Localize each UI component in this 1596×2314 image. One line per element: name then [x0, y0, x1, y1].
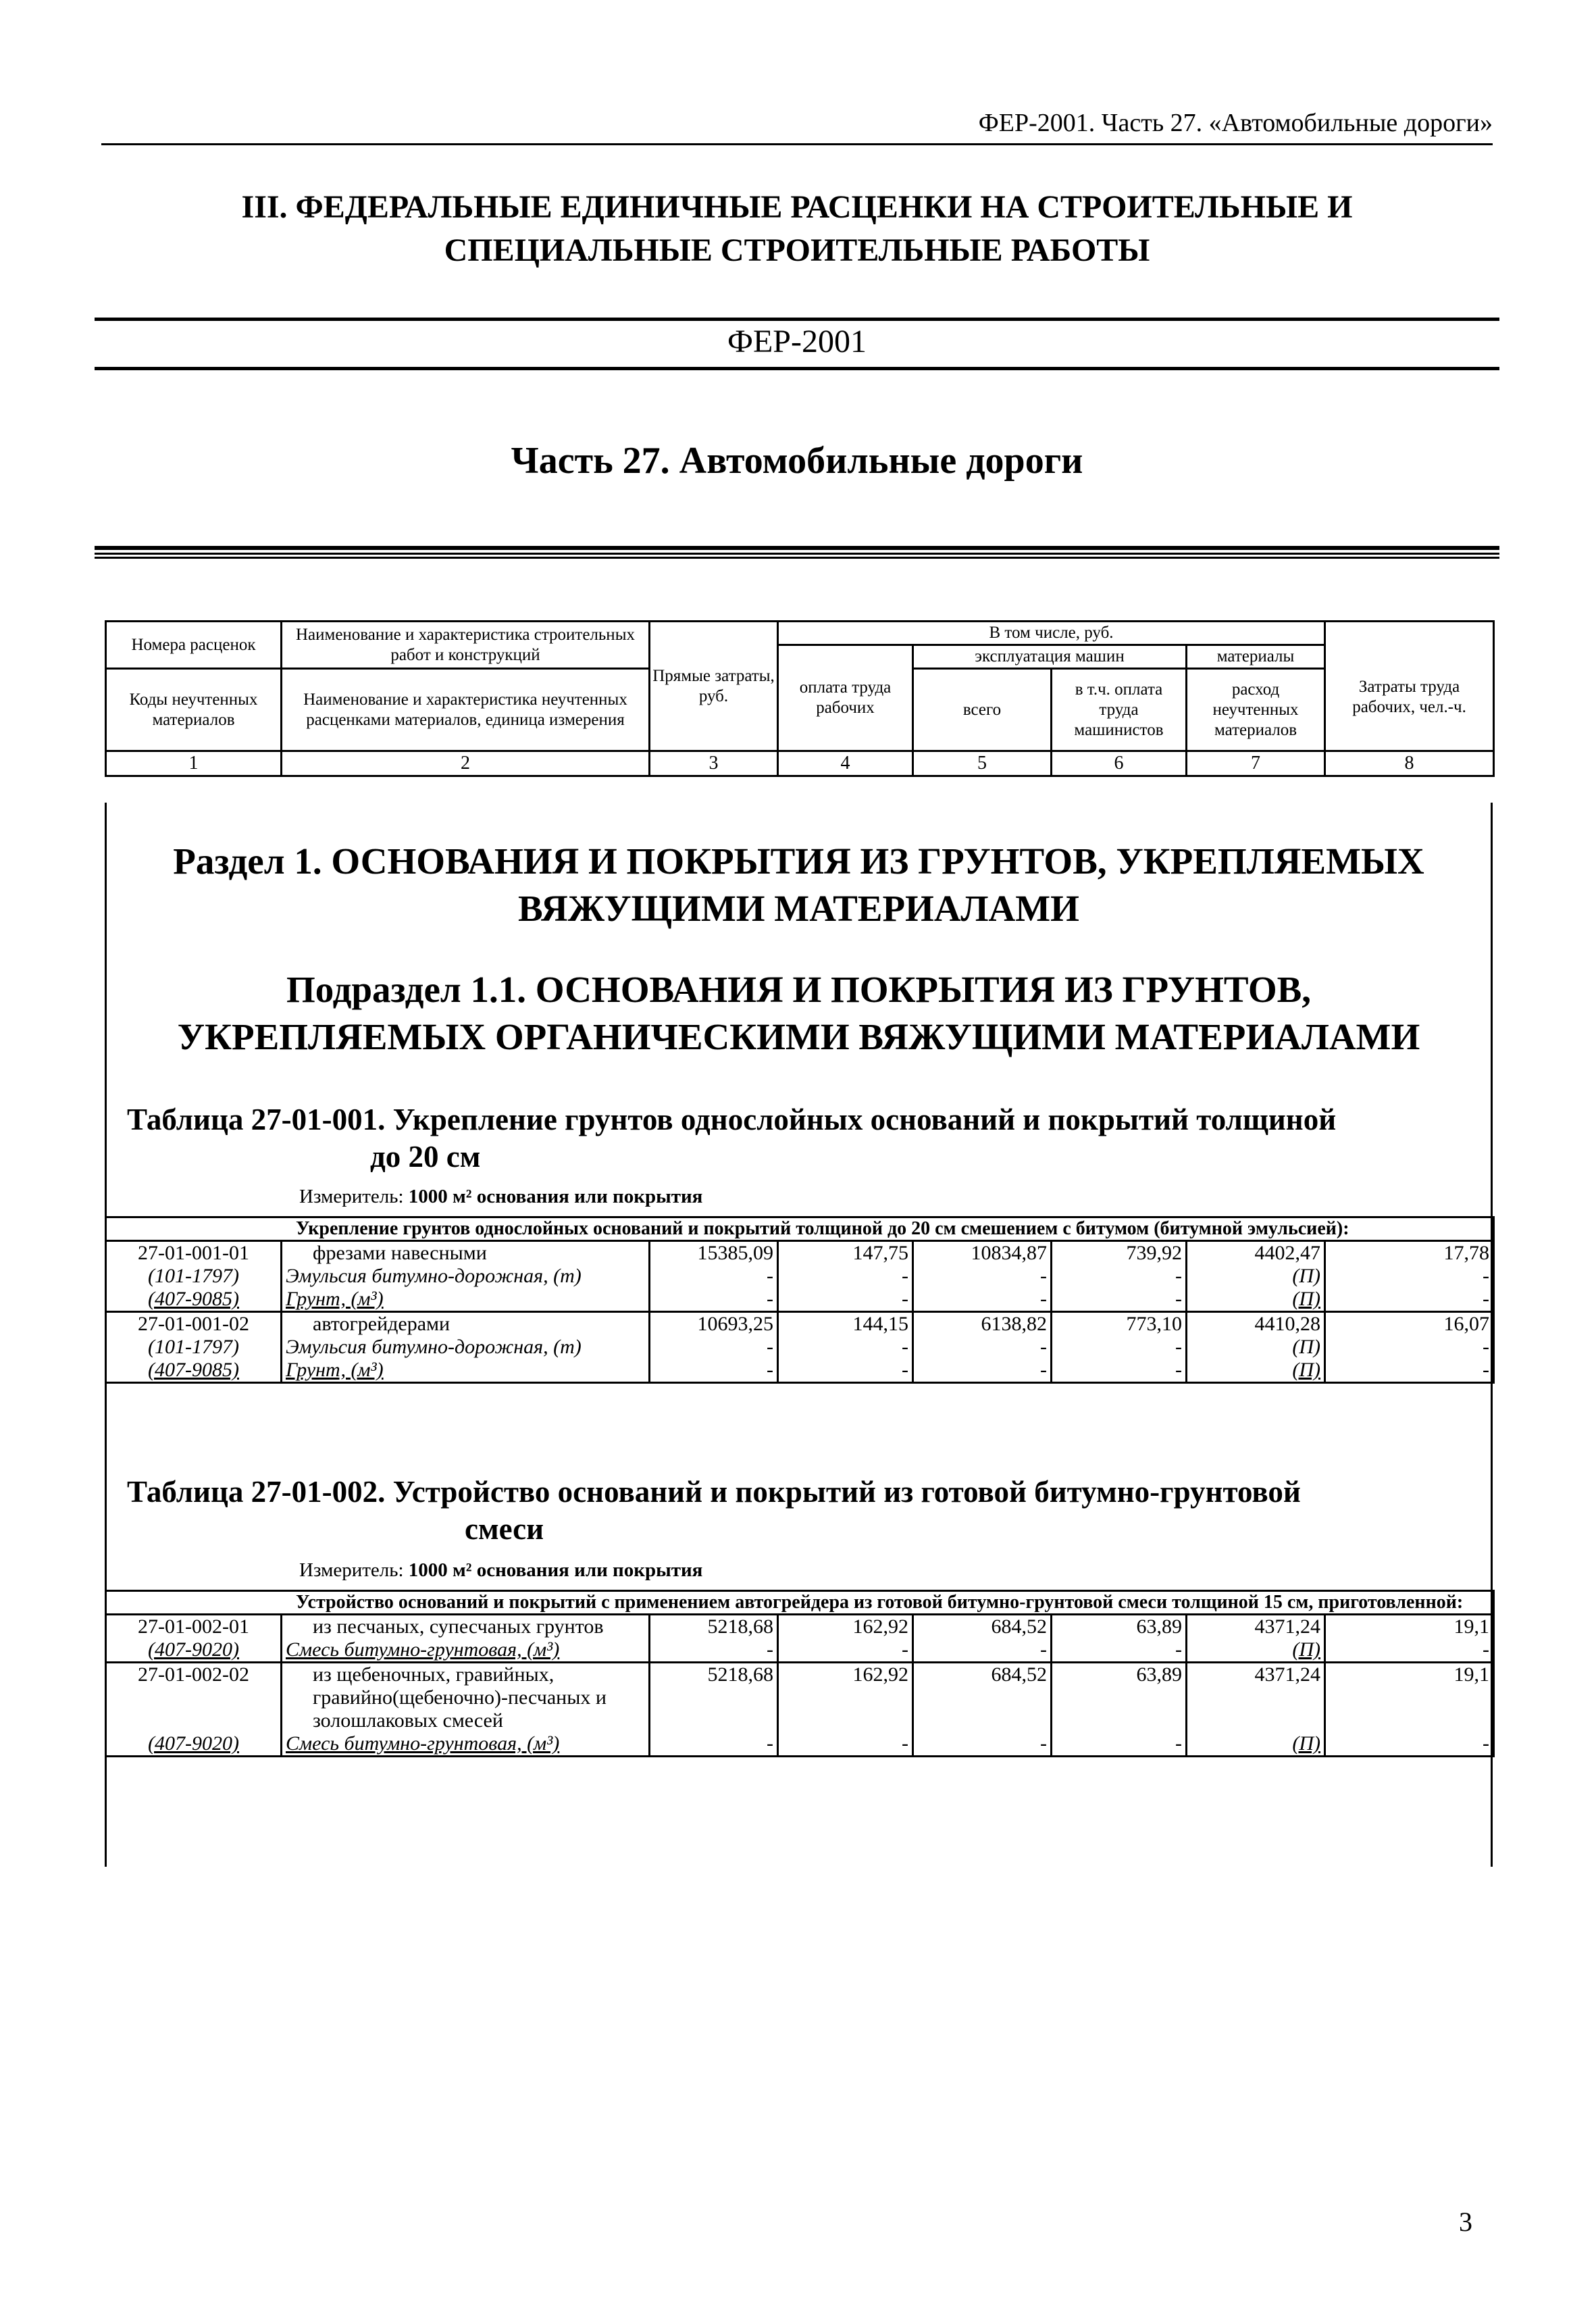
labor-pay: - — [778, 1732, 913, 1757]
header-rate-numbers: Номера расценок — [106, 622, 282, 669]
meter-value: 1000 м² основания или покрытия — [408, 1559, 703, 1581]
header-including: В том числе, руб. — [778, 622, 1325, 645]
main-title-line-1: III. ФЕДЕРАЛЬНЫЕ ЕДИНИЧНЫЕ РАСЦЕНКИ НА СТРОИТЕЛЬНЫЕ И — [241, 189, 1353, 225]
header-machines-total: всего — [913, 669, 1052, 751]
direct-costs: 10693,25 — [650, 1312, 778, 1336]
table1-meter — [299, 1186, 702, 1208]
material-code: (101-1797) — [106, 1336, 282, 1359]
table-row — [106, 1265, 1494, 1288]
materials: (П) — [1187, 1732, 1325, 1757]
material-name: Грунт, (м³) — [282, 1359, 650, 1383]
material-name: Грунт, (м³) — [282, 1288, 650, 1312]
meter-label: Измеритель: — [299, 1186, 409, 1207]
material-code: (407-9020) — [106, 1638, 282, 1663]
machinists-pay: - — [1052, 1732, 1187, 1757]
material-code: (101-1797) — [106, 1265, 282, 1288]
divider — [95, 546, 1499, 550]
header-material-usage: расход неучтенных материалов — [1187, 669, 1325, 751]
column-number: 7 — [1187, 751, 1325, 776]
labor-pay: - — [778, 1265, 913, 1288]
divider — [95, 553, 1499, 555]
header-direct-costs: Прямые затраты, руб. — [650, 622, 778, 751]
header-material-codes: Коды неучтенных материалов — [106, 669, 282, 751]
table-row — [106, 1288, 1494, 1312]
direct-costs: 15385,09 — [650, 1241, 778, 1265]
meter-value: 1000 м² основания или покрытия — [408, 1186, 703, 1207]
labor-hours: 17,78 — [1325, 1241, 1494, 1265]
labor-hours: - — [1325, 1336, 1494, 1359]
table-row — [106, 1336, 1494, 1359]
machines-total: - — [913, 1265, 1052, 1288]
machinists-pay: - — [1052, 1336, 1187, 1359]
column-number-row — [106, 751, 1494, 776]
header-machines: эксплуатация машин — [913, 645, 1187, 669]
direct-costs: - — [650, 1288, 778, 1312]
labor-hours: 16,07 — [1325, 1312, 1494, 1336]
header-materials: материалы — [1187, 645, 1325, 669]
header-work-name: Наименование и характеристика строительных работ и конструкций — [282, 622, 650, 669]
table1-title — [127, 1101, 1478, 1176]
work-name: из песчаных, супесчаных грунтов — [282, 1615, 650, 1639]
materials: 4371,24 — [1187, 1615, 1325, 1639]
materials: 4371,24 — [1187, 1663, 1325, 1733]
machinists-pay: 63,89 — [1052, 1615, 1187, 1639]
machines-total: 6138,82 — [913, 1312, 1052, 1336]
machinists-pay: - — [1052, 1638, 1187, 1663]
column-number: 3 — [650, 751, 778, 776]
table2-group-text: Устройство оснований и покрытий с применением автогрейдера из готовой битумно-грунтовой смеси толщиной 15 см, приготовленной: — [106, 1591, 1494, 1615]
group-row — [106, 1591, 1494, 1615]
rate-code: 27-01-001-02 — [106, 1312, 282, 1336]
materials: (П) — [1187, 1336, 1325, 1359]
material-name: Смесь битумно-грунтовая, (м³) — [282, 1638, 650, 1663]
machines-total: - — [913, 1288, 1052, 1312]
material-name: Эмульсия битумно-дорожная, (т) — [282, 1336, 650, 1359]
rate-code: 27-01-002-02 — [106, 1663, 282, 1733]
main-title — [101, 186, 1493, 272]
machinists-pay: - — [1052, 1288, 1187, 1312]
machines-total: 684,52 — [913, 1615, 1052, 1639]
subsection-title — [107, 966, 1491, 1061]
labor-hours: - — [1325, 1359, 1494, 1383]
header-labor-pay: оплата труда рабочих — [778, 645, 913, 751]
labor-hours: 19,1 — [1325, 1615, 1494, 1639]
column-number: 1 — [106, 751, 282, 776]
work-name: фрезами навесными — [282, 1241, 650, 1265]
material-name: Эмульсия битумно-дорожная, (т) — [282, 1265, 650, 1288]
labor-pay: 144,15 — [778, 1312, 913, 1336]
material-code: (407-9020) — [106, 1732, 282, 1757]
running-header: ФЕР-2001. Часть 27. «Автомобильные дороги» — [101, 108, 1493, 145]
table-row — [106, 1732, 1494, 1757]
work-name: автогрейдерами — [282, 1312, 650, 1336]
material-code: (407-9085) — [106, 1288, 282, 1312]
section-title-line-1: Раздел 1. ОСНОВАНИЯ И ПОКРЫТИЯ ИЗ ГРУНТОВ, УКРЕПЛЯЕМЫХ — [173, 840, 1424, 882]
header-machinists-pay: в т.ч. оплата труда машинистов — [1052, 669, 1187, 751]
machinists-pay: - — [1052, 1359, 1187, 1383]
machines-total: 10834,87 — [913, 1241, 1052, 1265]
work-name: из щебеночных, гравийных, гравийно(щебеночно)-песчаных и золошлаковых смесей — [282, 1663, 650, 1733]
materials: (П) — [1187, 1359, 1325, 1383]
section-title-line-2: ВЯЖУЩИМИ МАТЕРИАЛАМИ — [518, 888, 1079, 929]
table2-title-line-2: смеси — [465, 1512, 544, 1546]
section-title — [107, 838, 1491, 932]
machines-total: - — [913, 1638, 1052, 1663]
machinists-pay: - — [1052, 1265, 1187, 1288]
table-row — [106, 1663, 1494, 1733]
header-labor-hours: Затраты труда рабочих, чел.-ч. — [1325, 645, 1494, 751]
machines-total: 684,52 — [913, 1663, 1052, 1733]
column-number: 6 — [1052, 751, 1187, 776]
direct-costs: 5218,68 — [650, 1615, 778, 1639]
materials: 4402,47 — [1187, 1241, 1325, 1265]
labor-hours: - — [1325, 1638, 1494, 1663]
machines-total: - — [913, 1336, 1052, 1359]
labor-hours: 19,1 — [1325, 1663, 1494, 1733]
rate-code: 27-01-002-01 — [106, 1615, 282, 1639]
direct-costs: 5218,68 — [650, 1663, 778, 1733]
rate-code: 27-01-001-01 — [106, 1241, 282, 1265]
direct-costs: - — [650, 1732, 778, 1757]
table1-title-line-1: Таблица 27-01-001. Укрепление грунтов однослойных оснований и покрытий толщиной — [127, 1103, 1337, 1136]
materials: (П) — [1187, 1288, 1325, 1312]
divider — [95, 557, 1499, 559]
table-row — [106, 1241, 1494, 1265]
material-name: Смесь битумно-грунтовая, (м³) — [282, 1732, 650, 1757]
column-number: 8 — [1325, 751, 1494, 776]
labor-pay: - — [778, 1638, 913, 1663]
page-number: 3 — [1459, 2207, 1472, 2237]
direct-costs: - — [650, 1359, 778, 1383]
labor-hours: - — [1325, 1732, 1494, 1757]
table2-data — [105, 1590, 1495, 1757]
table1-group-text: Укрепление грунтов однослойных оснований и покрытий толщиной до 20 см смешением с битумом (битумной эмульсией): — [106, 1217, 1494, 1241]
divider — [95, 367, 1499, 370]
labor-pay: - — [778, 1288, 913, 1312]
machinists-pay: 63,89 — [1052, 1663, 1187, 1733]
labor-hours: - — [1325, 1265, 1494, 1288]
group-row — [106, 1217, 1494, 1241]
meter-label: Измеритель: — [299, 1559, 409, 1581]
column-number: 4 — [778, 751, 913, 776]
column-number: 2 — [282, 751, 650, 776]
table-row — [106, 1359, 1494, 1383]
table2-title-line-1: Таблица 27-01-002. Устройство оснований и покрытий из готовой битумно-грунтовой — [127, 1475, 1301, 1509]
column-number: 5 — [913, 751, 1052, 776]
material-code: (407-9085) — [106, 1359, 282, 1383]
labor-pay: - — [778, 1336, 913, 1359]
labor-pay: 147,75 — [778, 1241, 913, 1265]
fer-label: ФЕР-2001 — [727, 324, 867, 359]
header-row — [106, 622, 1494, 645]
materials: 4410,28 — [1187, 1312, 1325, 1336]
direct-costs: - — [650, 1336, 778, 1359]
header-material-names: Наименование и характеристика неучтенных расценками материалов, единица измерения — [282, 669, 650, 751]
subsection-title-line-1: Подраздел 1.1. ОСНОВАНИЯ И ПОКРЫТИЯ ИЗ ГРУНТОВ, — [286, 969, 1312, 1010]
table-header — [105, 620, 1495, 777]
materials: (П) — [1187, 1265, 1325, 1288]
labor-pay: 162,92 — [778, 1615, 913, 1639]
machines-total: - — [913, 1732, 1052, 1757]
subsection-title-line-2: УКРЕПЛЯЕМЫХ ОРГАНИЧЕСКИМИ ВЯЖУЩИМИ МАТЕРИАЛАМИ — [177, 1016, 1420, 1057]
table1-data — [105, 1216, 1495, 1384]
table1-title-line-2: до 20 см — [370, 1140, 481, 1174]
table-row — [106, 1638, 1494, 1663]
labor-pay: 162,92 — [778, 1663, 913, 1733]
header-empty — [1325, 622, 1494, 645]
labor-pay: - — [778, 1359, 913, 1383]
direct-costs: - — [650, 1638, 778, 1663]
table-row — [106, 1615, 1494, 1639]
divider — [95, 318, 1499, 321]
labor-hours: - — [1325, 1288, 1494, 1312]
machines-total: - — [913, 1359, 1052, 1383]
materials: (П) — [1187, 1638, 1325, 1663]
machinists-pay: 773,10 — [1052, 1312, 1187, 1336]
main-title-line-2: СПЕЦИАЛЬНЫЕ СТРОИТЕЛЬНЫЕ РАБОТЫ — [444, 232, 1150, 268]
table2-title — [127, 1474, 1478, 1548]
direct-costs: - — [650, 1265, 778, 1288]
machinists-pay: 739,92 — [1052, 1241, 1187, 1265]
part-title: Часть 27. Автомобильные дороги — [511, 440, 1083, 482]
table2-meter — [299, 1559, 702, 1582]
table-row — [106, 1312, 1494, 1336]
